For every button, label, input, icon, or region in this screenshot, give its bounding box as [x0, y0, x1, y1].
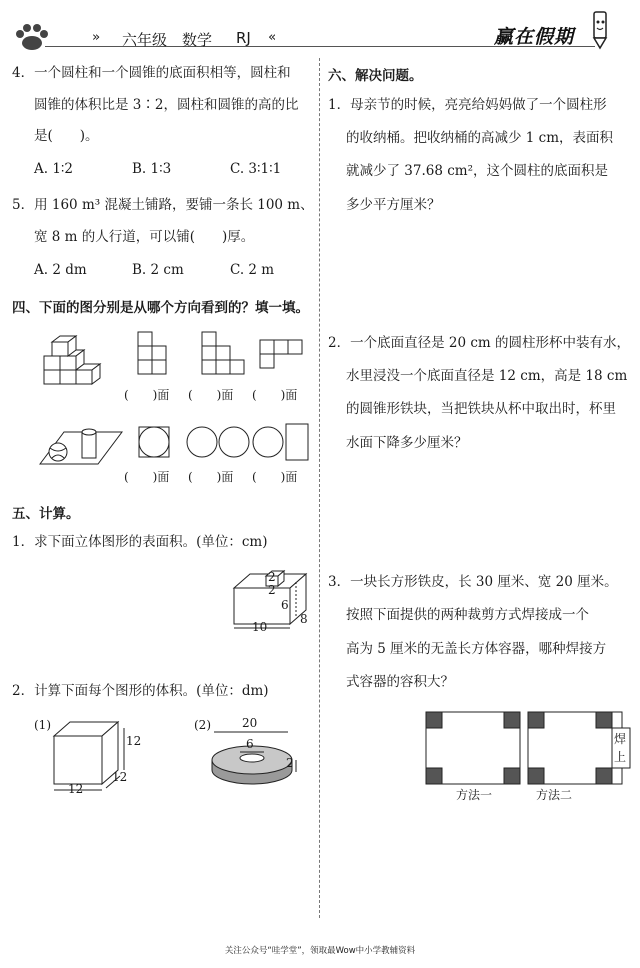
p3-line2: 按照下面提供的两种裁剪方式焊接成一个: [346, 607, 589, 623]
q5-line1: 5．用 160 m³ 混凝土铺路，要铺一条长 100 m、: [12, 197, 314, 213]
p2-line4: 水面下降多少厘米？: [346, 435, 468, 451]
header-arrows-right: «: [268, 29, 277, 45]
section4-blank-5[interactable]: ( )面: [188, 470, 234, 484]
q5-option-c: C. 2 m: [230, 262, 275, 278]
p1-line2: 的收纳桶。把收纳桶的高减少 1 cm，表面积: [346, 130, 614, 146]
dim-height: 6: [281, 598, 289, 612]
cube-figure: [40, 718, 150, 796]
p2-line3: 的圆锥形铁块，当把铁块从杯中取出时，杯里: [346, 401, 616, 417]
q5-option-a: A. 2 dm: [34, 262, 87, 278]
section4-blank-1[interactable]: ( )面: [124, 388, 170, 402]
method2-label: 方法二: [536, 788, 573, 802]
p2-line1: 2．一个底面直径是 20 cm 的圆柱形杯中装有水，: [328, 335, 631, 351]
q4-option-b: B. 1∶3: [132, 161, 172, 177]
cutting-methods-figure: [420, 708, 632, 788]
p2-line2: 水里浸没一个底面直径是 12 cm，高是 18 cm: [346, 368, 628, 384]
p3-line4: 式容器的容积大？: [346, 674, 454, 690]
q4-option-a: A. 1∶2: [34, 161, 74, 177]
footer-note: 关注公众号“哇学堂”，领取最Wow中小学教辅资料: [224, 946, 416, 956]
method1-label: 方法一: [456, 788, 493, 802]
section4-title: 四、下面的图分别是从哪个方向看到的？填一填。: [12, 300, 309, 316]
fig2-label: (2): [194, 718, 211, 732]
pencil-mascot-icon: [586, 8, 614, 50]
dim-top: 2: [268, 570, 276, 584]
section4-blank-6[interactable]: ( )面: [252, 470, 298, 484]
header-subject: 数学: [182, 31, 213, 49]
header-grade: 六年级: [122, 31, 168, 49]
section4-blank-3[interactable]: ( )面: [252, 388, 298, 402]
p3-line3: 高为 5 厘米的无盖长方体容器，哪种焊接方: [346, 641, 607, 657]
q4-line3: 是( )。: [34, 128, 99, 144]
fig1-label: (1): [34, 718, 51, 732]
header-logo: 赢在假期: [494, 26, 575, 48]
dim-depth: 8: [300, 612, 308, 626]
section4-row2-figures: [34, 418, 318, 468]
q5-option-b: B. 2 cm: [132, 262, 184, 278]
cube-dim-depth: 12: [112, 770, 128, 784]
section4-blank-2[interactable]: ( )面: [188, 388, 234, 402]
q4-line1: 4．一个圆柱和一个圆锥的底面积相等，圆柱和: [12, 65, 291, 81]
q4-line2: 圆锥的体积比是 3∶2，圆柱和圆锥的高的比: [34, 97, 299, 113]
column-divider: [319, 58, 320, 918]
dim-length: 10: [252, 620, 268, 634]
weld-label-bottom: 上: [614, 750, 627, 764]
section4-blank-4[interactable]: ( )面: [124, 470, 170, 484]
dim-side: 2: [268, 583, 276, 597]
weld-label-top: 焊: [614, 732, 627, 746]
ring-dim-inner: 6: [246, 737, 254, 751]
paw-icon: [12, 22, 52, 52]
header-edition: RJ: [236, 29, 251, 47]
p3-line1: 3．一块长方形铁皮，长 30 厘米、宽 20 厘米。: [328, 574, 618, 590]
p1-line4: 多少平方厘米？: [346, 197, 441, 213]
section6-title: 六、解决问题。: [328, 68, 423, 84]
p1-line1: 1．母亲节的时候，亮亮给妈妈做了一个圆柱形: [328, 97, 607, 113]
section5-q2: 2．计算下面每个图形的体积。(单位：dm): [12, 683, 269, 699]
ring-dim-outer: 20: [242, 716, 258, 730]
p1-line3: 就减少了 37.68 cm²，这个圆柱的底面积是: [346, 163, 609, 179]
q5-line2: 宽 8 m 的人行道，可以铺( )厚。: [34, 229, 255, 245]
page-header: [0, 0, 640, 56]
q4-option-c: C. 3∶1∶1: [230, 161, 282, 177]
ring-dim-height: 2: [286, 756, 294, 770]
cube-dim-height: 12: [126, 734, 142, 748]
cube-dim-width: 12: [68, 782, 84, 796]
header-arrows-left: »: [92, 29, 101, 45]
section5-q1: 1．求下面立体图形的表面积。(单位：cm): [12, 534, 268, 550]
section4-row1-figures: [40, 326, 320, 386]
section5-title: 五、计算。: [12, 506, 80, 522]
